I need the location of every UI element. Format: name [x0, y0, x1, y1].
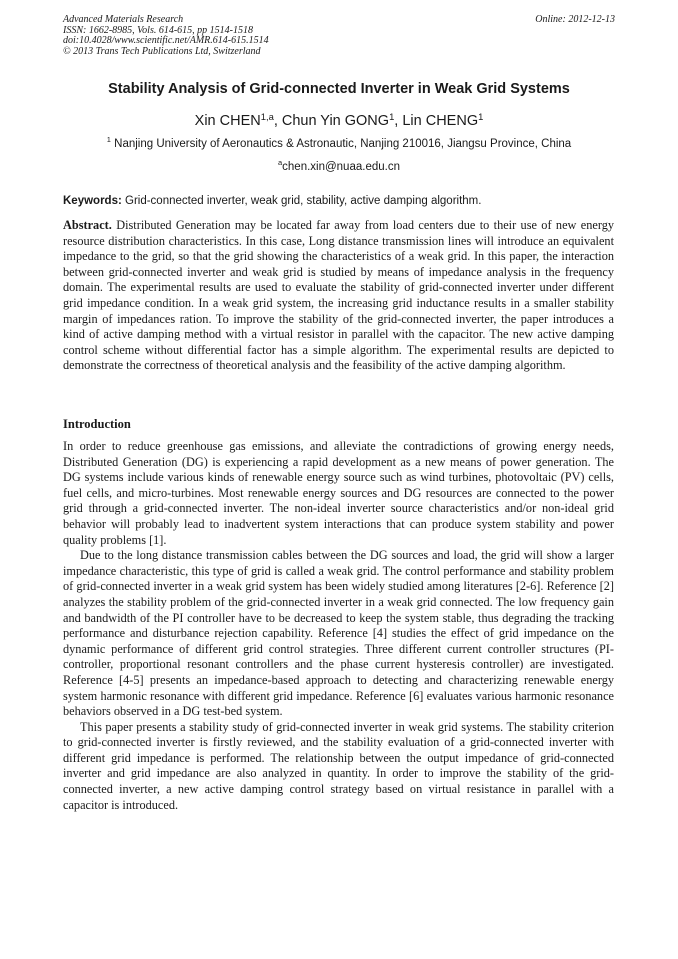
abstract-text: Distributed Generation may be located far away from load centers due to their use of new energy resource distribution characteristics. In this case, Long distance transmission lines will introduce an equivalent impedance to the grid, so that the grid showing the characteristics of a weak grid. In this paper, the interaction between grid-connected inverter and weak grid is studied by means of impedance analysis in the frequency domain. The experimental results are used to evaluate the stability of grid-connected inverter under different grid impedance condition. In a weak grid system, the increasing grid inductance results in a smaller stability margin of impedances ration. To improve the stability of the grid-connected inverter, the paper introduces a kind of active damping method with a virtual resistor in parallel with the capacitor. The new active damping control scheme without differential factor has a simple algorithm. The experimental results are depicted to demonstrate the correctness of theoretical analysis and the feasibility of the active damping algorithm.: [63, 218, 615, 373]
paragraph: In order to reduce greenhouse gas emissions, and alleviate the contradictions of growing energy needs, Distributed Generation (DG) is experiencing a rapid development as a new means of power generation. The DG systems include various kinds of renewable energy source such as wind turbines, photovoltaic (PV) cells, fuel cells, and micro-turbines. Most renewable energy sources and DG resources are connected to the power grid through a grid-connected inverter. The non-ideal inverter source characteristics and/or non-ideal grid behavior will probably lead to inadvertent system interactions that can produce system stability and power quality problems [1].: [63, 439, 614, 547]
paragraph: Due to the long distance transmission cables between the DG sources and load, the grid will show a larger impedance characteristic, this type of grid is called a weak grid. The control performance and stability problem of grid-connected inverter in a weak grid system has been widely studied among literatures [2-6]. Reference [2] analyzes the stability problem of the grid-connected inverter in a weak grid connected. The low frequency gain and bandwidth of the PI controller have to be decreased to keep the system stable, thus degrading the tracking performance and disturbance rejection capability. Reference [4] studies the effect of grid impedance on the dynamic performance of different grid control strategies. Three different current controller structures (PI-controller, proportional resonant controllers and the phase current hysteresis controller) are investigated. Reference [4-5] presents an impedance-based approach to detecting and characterizing renewable energy system harmonic resonance with different grid impedance. Reference [6] evaluates various harmonic resonance behaviors observed in a DG test-bed system.: [63, 548, 614, 719]
journal-header: [63, 15, 615, 57]
abstract-label: Abstract.: [63, 218, 112, 232]
copyright-line: © 2013 Trans Tech Publications Ltd, Switzerland: [63, 45, 261, 57]
paragraph: This paper presents a stability study of grid-connected inverter in weak grid systems. The stability criterion to grid-connected inverter is firstly reviewed, and the stability evaluation of a grid-connected inverter with different grid impedance is performed. The relationship between the output impedance of grid-connected inverter and grid impedance are also analyzed in quantity. In order to improve the stability of the grid-connected inverter, a new active damping control strategy based on virtual resistance in parallel with a capacitor is introduced.: [63, 719, 614, 812]
keywords-label: Keywords:: [63, 195, 122, 207]
author-sup: 1,a: [260, 111, 274, 122]
author-separator: ,: [273, 113, 282, 129]
author-list: [40, 113, 638, 129]
introduction-body: [63, 439, 614, 813]
author-sup: 1: [478, 111, 484, 122]
doi-line: doi:10.4028/www.scientific.net/AMR.614-615.1514: [63, 35, 269, 46]
affiliation-text: Nanjing University of Aeronautics & Astronautic, Nanjing 210016, Jiangsu Province, China: [114, 138, 572, 150]
author-email: [40, 158, 638, 173]
email-sup: a: [278, 158, 283, 167]
abstract: [63, 218, 614, 374]
author-name: Chun Yin GONG: [281, 113, 390, 129]
paper-title: Stability Analysis of Grid-connected Inverter in Weak Grid Systems: [108, 81, 570, 97]
journal-name: Advanced Materials Research: [63, 14, 184, 25]
online-date: Online: 2012-12-13: [535, 14, 615, 25]
keywords: [63, 195, 623, 207]
keywords-text: Grid-connected inverter, weak grid, stability, active damping algorithm.: [125, 195, 482, 207]
affiliation: [40, 135, 638, 150]
issn-line: ISSN: 1662-8985, Vols. 614-615, pp 1514-1518: [63, 24, 253, 36]
email-text: chen.xin@nuaa.edu.cn: [282, 161, 400, 173]
author-name: Xin CHEN: [194, 113, 261, 129]
author-separator: ,: [394, 113, 403, 129]
author-name: Lin CHENG: [402, 113, 479, 129]
affiliation-sup: 1: [106, 135, 111, 144]
section-heading-introduction: Introduction: [63, 417, 131, 431]
author-sup: 1: [389, 111, 395, 122]
